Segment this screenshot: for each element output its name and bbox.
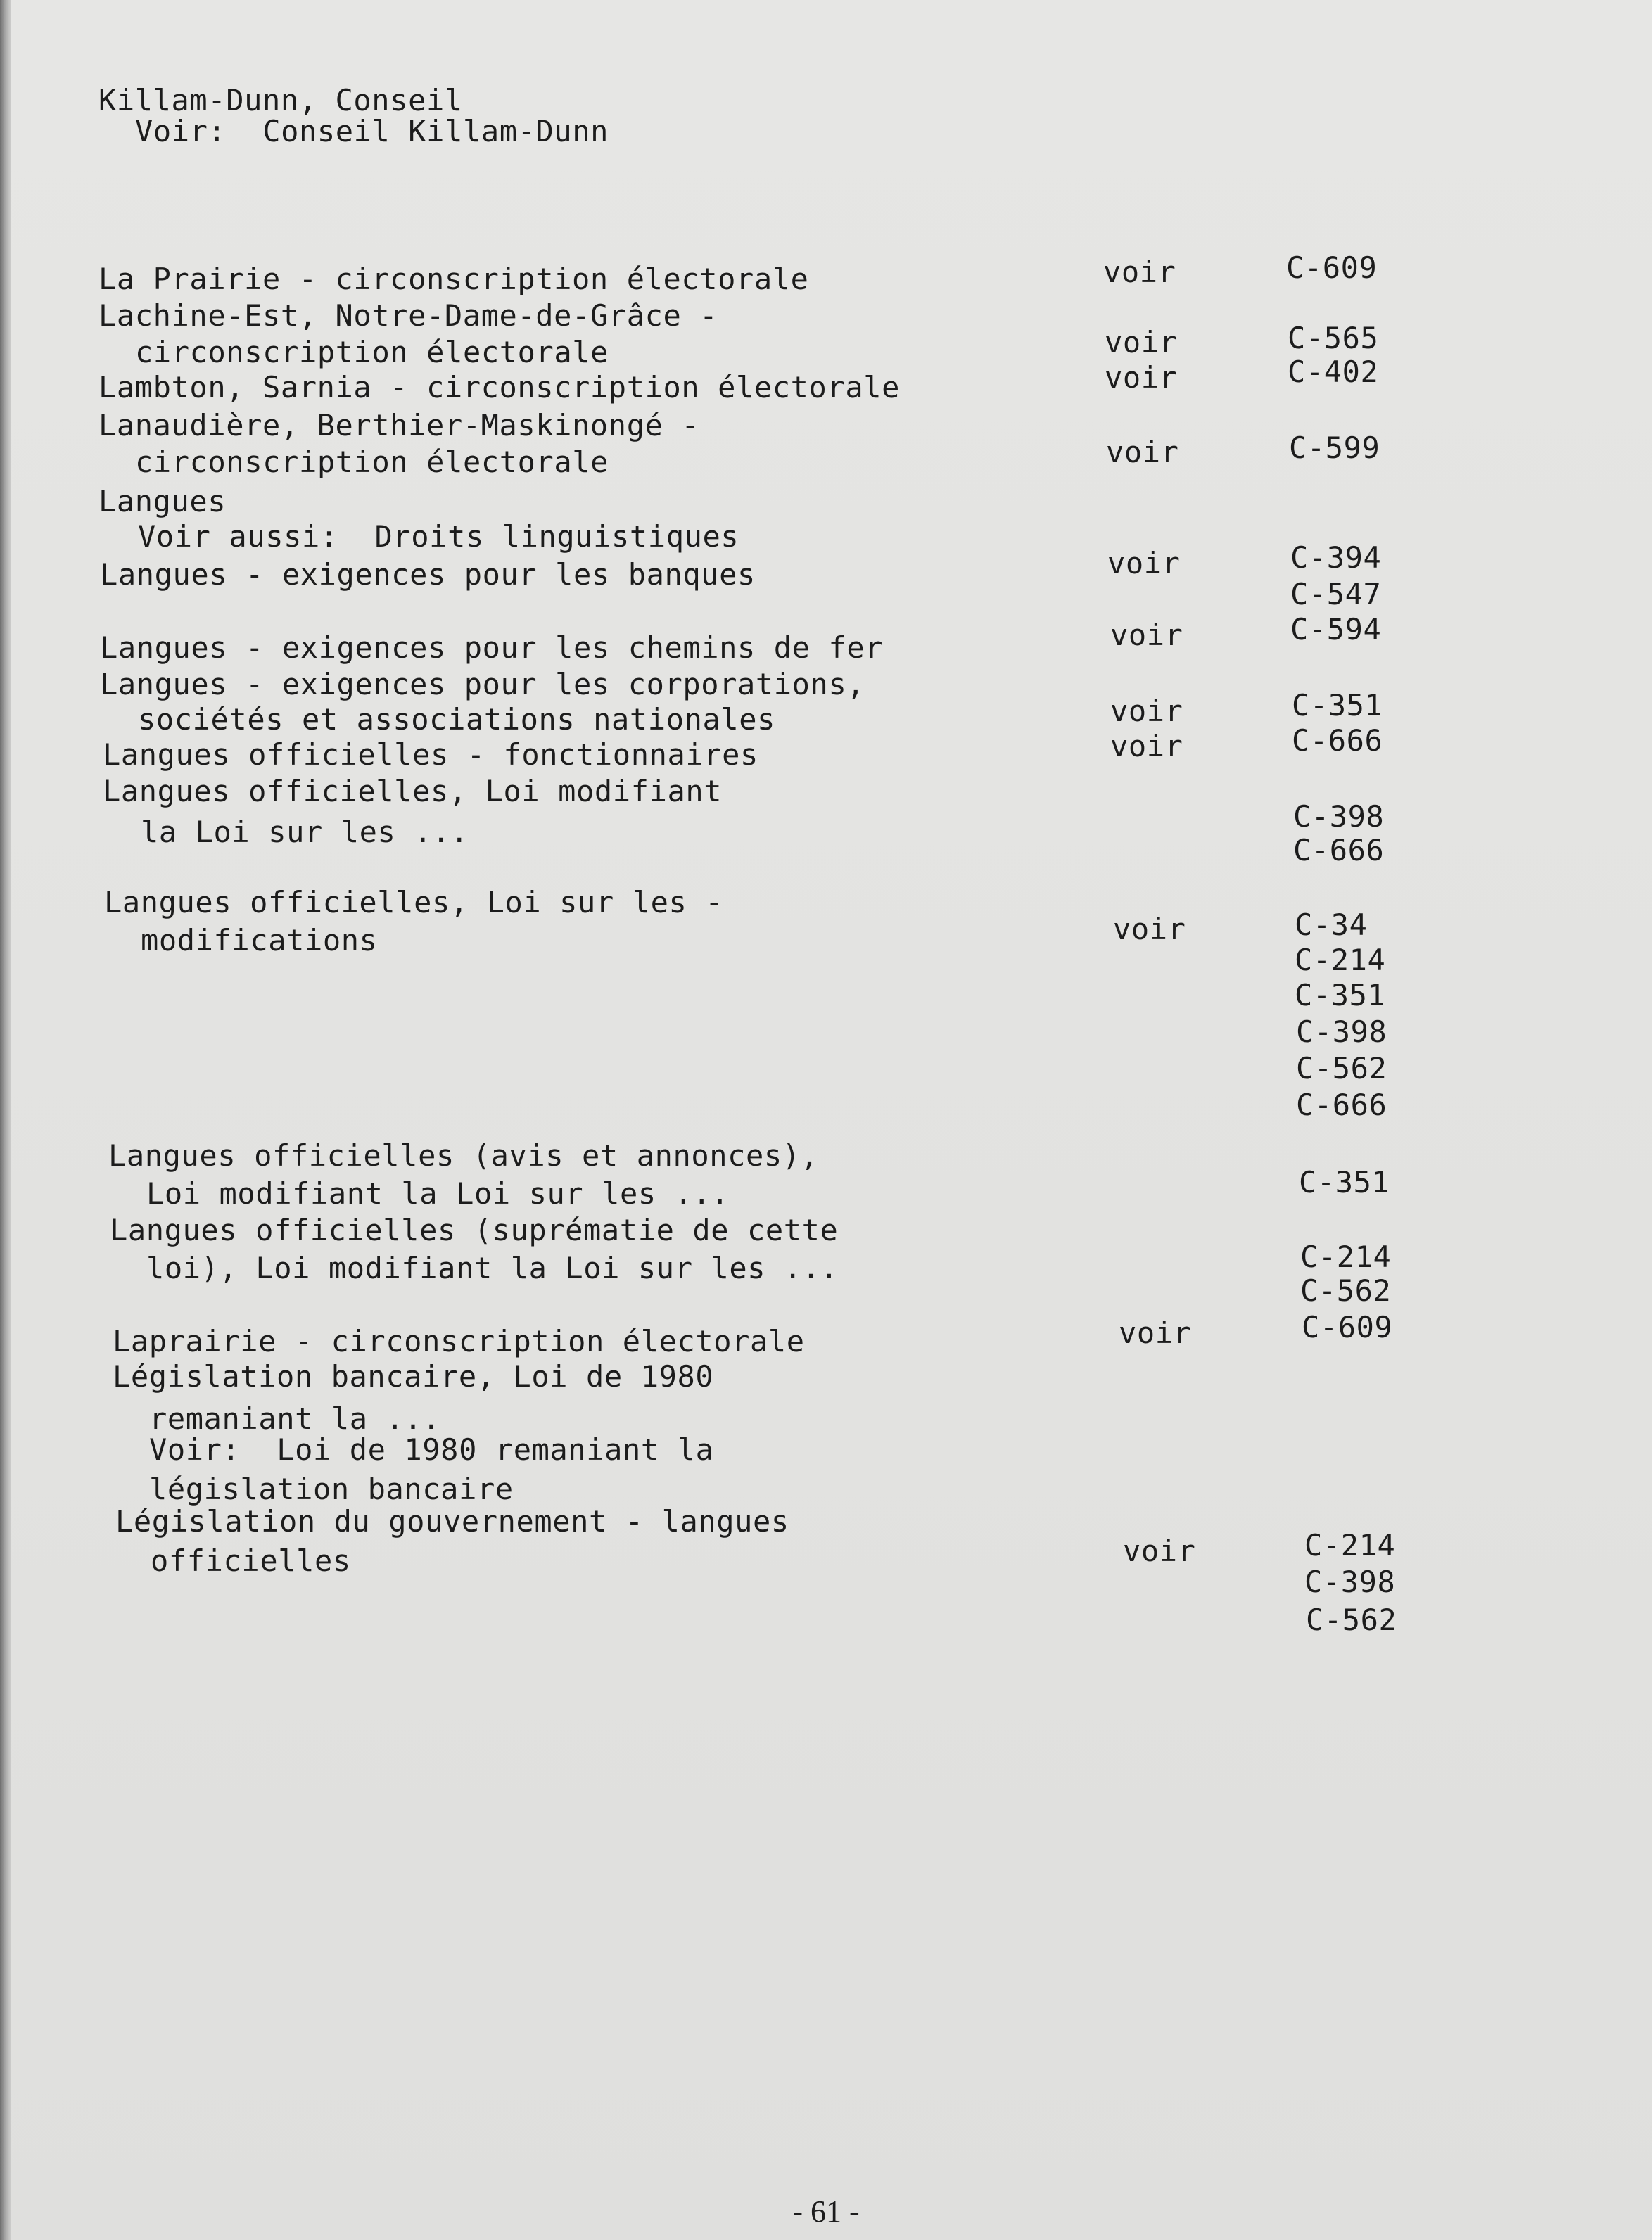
entry-line: La Prairie - circonscription électorale (99, 262, 809, 296)
bill-number: C-351 (1299, 1165, 1390, 1199)
entry-line: circonscription électorale (135, 335, 609, 369)
entry-line: remaniant la ... (149, 1401, 441, 1436)
bill-number: C-547 (1290, 577, 1382, 611)
bill-number: C-398 (1296, 1014, 1387, 1049)
entry-line: Langues (99, 484, 227, 518)
bill-number: C-565 (1288, 321, 1379, 355)
bill-number: C-666 (1292, 723, 1383, 758)
entry-line: modifications (141, 923, 378, 957)
bill-number: C-402 (1288, 355, 1379, 389)
voir-label: voir (1103, 255, 1176, 289)
bill-number: C-398 (1304, 1565, 1396, 1599)
entry-line: Lachine-Est, Notre-Dame-de-Grâce - (99, 298, 718, 333)
voir-label: voir (1113, 912, 1186, 946)
entry-line: la Loi sur les ... (141, 815, 469, 849)
bill-number: C-351 (1292, 688, 1383, 723)
entry-line: Voir: Conseil Killam-Dunn (135, 114, 609, 148)
entry-line: circonscription électorale (135, 445, 609, 479)
bill-number: C-666 (1293, 833, 1385, 867)
page-number: - 61 - (792, 2194, 860, 2229)
entry-line: législation bancaire (149, 1472, 514, 1506)
bill-number: C-666 (1296, 1088, 1387, 1122)
voir-label: voir (1105, 360, 1178, 395)
voir-label: voir (1105, 325, 1178, 359)
bill-number: C-609 (1286, 250, 1378, 285)
bill-number: C-351 (1295, 978, 1386, 1012)
entry-line: Loi modifiant la Loi sur les ... (146, 1176, 730, 1211)
voir-label: voir (1123, 1534, 1196, 1568)
entry-line: Langues officielles, Loi modifiant (103, 774, 723, 808)
entry-line: Lambton, Sarnia - circonscription électorale (99, 370, 900, 405)
bill-number: C-562 (1306, 1603, 1397, 1637)
voir-label: voir (1110, 618, 1183, 652)
bill-number: C-562 (1296, 1051, 1387, 1086)
voir-label: voir (1110, 694, 1183, 728)
entry-line: Langues officielles, Loi sur les - (104, 885, 724, 919)
entry-line: Langues officielles - fonctionnaires (103, 737, 758, 772)
entry-line: Voir: Loi de 1980 remaniant la (149, 1432, 714, 1467)
bill-number: C-562 (1300, 1273, 1392, 1308)
entry-line: Voir aussi: Droits linguistiques (138, 519, 739, 554)
entry-line: Langues - exigences pour les chemins de fer (100, 630, 884, 665)
bill-number: C-609 (1302, 1310, 1393, 1344)
entry-line: Langues officielles (avis et annonces), (108, 1138, 819, 1173)
voir-label: voir (1110, 729, 1183, 763)
voir-label: voir (1119, 1316, 1192, 1350)
entry-line: Langues - exigences pour les corporations, (100, 667, 865, 701)
bill-number: C-599 (1289, 431, 1380, 465)
entry-line: Législation bancaire, Loi de 1980 (113, 1359, 714, 1394)
entry-line: sociétés et associations nationales (138, 702, 776, 737)
bill-number: C-214 (1304, 1528, 1396, 1563)
bill-number: C-214 (1300, 1240, 1392, 1274)
bill-number: C-398 (1293, 799, 1385, 834)
entry-line: Laprairie - circonscription électorale (113, 1324, 805, 1358)
entry-line: Législation du gouvernement - langues (115, 1504, 789, 1539)
entry-line: Killam-Dunn, Conseil (99, 83, 463, 117)
entry-line: loi), Loi modifiant la Loi sur les ... (146, 1251, 839, 1285)
entry-line: Lanaudière, Berthier-Maskinongé - (99, 408, 700, 443)
entry-line: officielles (151, 1544, 351, 1578)
entry-line: Langues - exigences pour les banques (100, 557, 756, 592)
bill-number: C-34 (1295, 908, 1368, 942)
bill-number: C-394 (1290, 540, 1382, 575)
bill-number: C-214 (1295, 943, 1386, 977)
bill-number: C-594 (1290, 612, 1382, 647)
voir-label: voir (1107, 546, 1181, 580)
entry-line: Langues officielles (suprématie de cette (110, 1213, 839, 1247)
voir-label: voir (1106, 435, 1179, 469)
